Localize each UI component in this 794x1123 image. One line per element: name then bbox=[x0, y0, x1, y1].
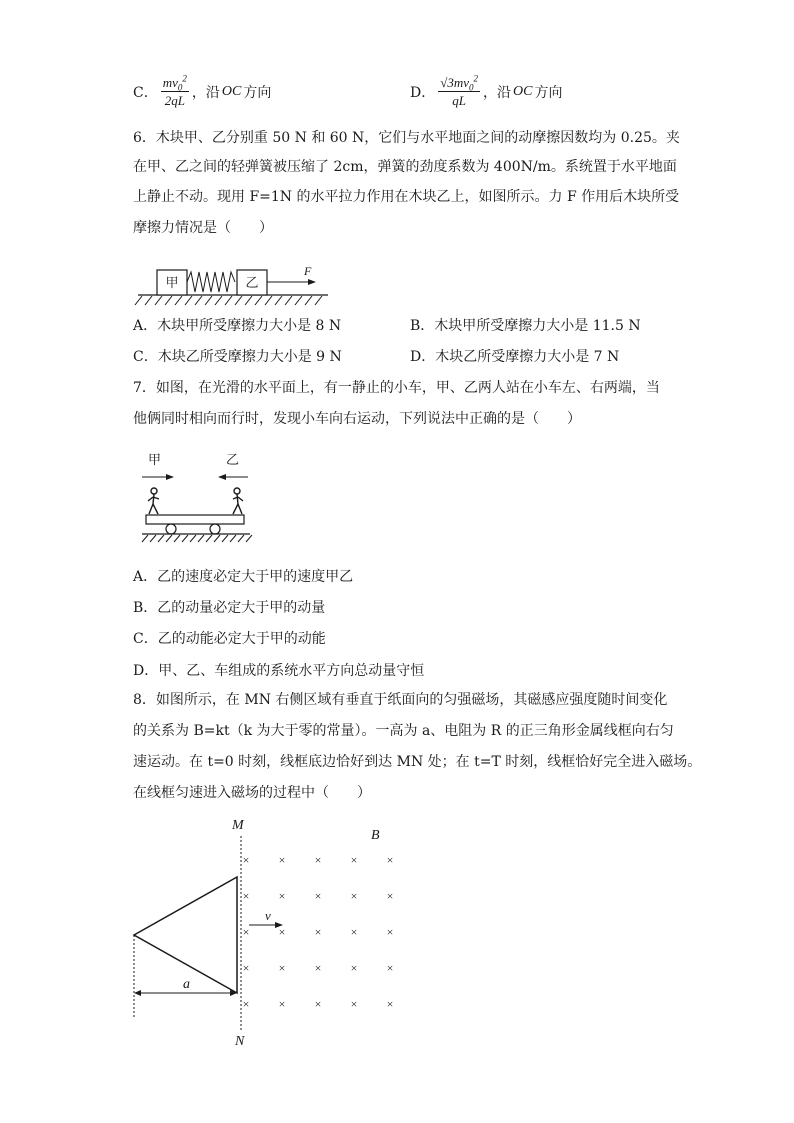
label-n: N bbox=[235, 1034, 245, 1049]
cross-mark: × bbox=[314, 961, 322, 975]
cross-mark: × bbox=[350, 997, 358, 1011]
label-b: B bbox=[371, 828, 380, 843]
cross-mark: × bbox=[278, 961, 286, 975]
q5-option-d-dir: OC bbox=[513, 84, 533, 99]
q5-option-d-label: D． bbox=[410, 85, 436, 101]
q5-option-d-suffix: ，沿 bbox=[483, 85, 512, 101]
q5-option-d bbox=[410, 72, 562, 112]
right-arrow-icon bbox=[166, 474, 174, 480]
q5-option-c-formula: $\frac{mv_0^2}{2qL}$ bbox=[162, 73, 187, 108]
field-crosses bbox=[243, 853, 394, 1011]
cross-mark: × bbox=[350, 925, 358, 939]
q6-spring-figure bbox=[130, 260, 340, 310]
q6-line-4: 摩擦力情况是（ ） bbox=[133, 220, 273, 236]
spring-icon bbox=[187, 272, 235, 292]
cross-mark: × bbox=[386, 925, 394, 939]
force-label: F bbox=[304, 264, 312, 278]
q7-line-1: 7．如图，在光滑的水平面上，有一静止的小车，甲、乙两人站在小车左、右两端，当 bbox=[133, 380, 660, 396]
q8-magnetic-field-figure bbox=[125, 812, 415, 1052]
cross-mark: × bbox=[242, 961, 250, 975]
q7-option-a: A．乙的速度必定大于甲的速度甲乙 bbox=[133, 569, 354, 585]
block-yi-label: 乙 bbox=[245, 275, 259, 290]
person-yi-icon bbox=[233, 488, 243, 514]
cart-wheel-left bbox=[166, 524, 176, 534]
label-v: v bbox=[265, 908, 271, 923]
cross-mark: × bbox=[242, 925, 250, 939]
q5-option-c-label: C． bbox=[133, 85, 158, 101]
cart-wheel-right bbox=[210, 524, 220, 534]
cross-mark: × bbox=[242, 889, 250, 903]
q6-line-2: 在甲、乙之间的轻弹簧被压缩了 2cm，弹簧的劲度系数为 400N/m。系统置于水平地面 bbox=[133, 159, 677, 175]
cross-mark: × bbox=[350, 889, 358, 903]
q7-option-c: C．乙的动能必定大于甲的动能 bbox=[133, 631, 326, 647]
q8-line-1: 8．如图所示，在 MN 右侧区域有垂直于纸面向的匀强磁场，其磁感应强度随时间变化 bbox=[133, 692, 668, 708]
cross-mark: × bbox=[386, 889, 394, 903]
q8-line-3: 速运动。在 t=0 时刻，线框底边恰好到达 MN 处；在 t=T 时刻，线框恰好完全进入磁场。 bbox=[133, 754, 702, 770]
cart-body bbox=[146, 515, 244, 524]
cross-mark: × bbox=[278, 997, 286, 1011]
left-arrow-icon bbox=[218, 474, 226, 480]
q6-option-c: C．木块乙所受摩擦力大小是 9 N bbox=[133, 349, 342, 365]
q5-option-c bbox=[133, 72, 271, 112]
cross-mark: × bbox=[386, 853, 394, 867]
cross-mark: × bbox=[278, 889, 286, 903]
q6-option-b: B．木块甲所受摩擦力大小是 11.5 N bbox=[410, 318, 641, 334]
q6-option-d: D．木块乙所受摩擦力大小是 7 N bbox=[410, 349, 620, 365]
cross-mark: × bbox=[350, 853, 358, 867]
cross-mark: × bbox=[242, 853, 250, 867]
q6-option-a: A．木块甲所受摩擦力大小是 8 N bbox=[133, 318, 342, 334]
q8-line-4: 在线框匀速进入磁场的过程中（ ） bbox=[133, 785, 371, 801]
cross-mark: × bbox=[278, 853, 286, 867]
cross-mark: × bbox=[314, 889, 322, 903]
triangle-frame bbox=[134, 877, 237, 993]
q5-option-d-tail: 方向 bbox=[534, 85, 563, 101]
cross-mark: × bbox=[314, 925, 322, 939]
cross-mark: × bbox=[278, 925, 286, 939]
q7-option-d: D．甲、乙、车组成的系统水平方向总动量守恒 bbox=[133, 663, 425, 679]
q5-option-c-suffix: ，沿 bbox=[191, 85, 220, 101]
q7-line-2: 他俩同时相向而行时，发现小车向右运动，下列说法中正确的是（ ） bbox=[133, 411, 581, 427]
q6-line-1: 6．木块甲、乙分别重 50 N 和 60 N，它们与水平地面之间的动摩擦因数均为 0.25。夹 bbox=[133, 130, 680, 146]
cross-mark: × bbox=[314, 997, 322, 1011]
label-a: a bbox=[183, 977, 190, 992]
block-jia-label: 甲 bbox=[165, 275, 179, 290]
q5-option-c-dir: OC bbox=[221, 84, 242, 99]
person-jia-icon bbox=[148, 488, 159, 514]
cross-mark: × bbox=[242, 997, 250, 1011]
q7-option-b: B．乙的动量必定大于甲的动量 bbox=[133, 600, 326, 616]
cross-mark: × bbox=[386, 997, 394, 1011]
label-m: M bbox=[232, 818, 244, 833]
cross-mark: × bbox=[386, 961, 394, 975]
q5-option-d-formula: $\frac{√3mv_0^2}{qL}$ bbox=[440, 73, 479, 108]
q8-line-2: 的关系为 B=kt（k 为大于零的常量）。一高为 a、电阻为 R 的正三角形金属线框向右匀 bbox=[133, 723, 674, 739]
q5-option-c-tail: 方向 bbox=[243, 85, 272, 101]
cross-mark: × bbox=[314, 853, 322, 867]
q6-line-3: 上静止不动。现用 F=1N 的水平拉力作用在木块乙上，如图所示。力 F 作用后木块所受 bbox=[133, 189, 680, 205]
person-yi-label: 乙 bbox=[226, 452, 240, 467]
cross-mark: × bbox=[350, 961, 358, 975]
person-jia-label: 甲 bbox=[148, 452, 162, 467]
q7-cart-figure bbox=[138, 448, 258, 548]
